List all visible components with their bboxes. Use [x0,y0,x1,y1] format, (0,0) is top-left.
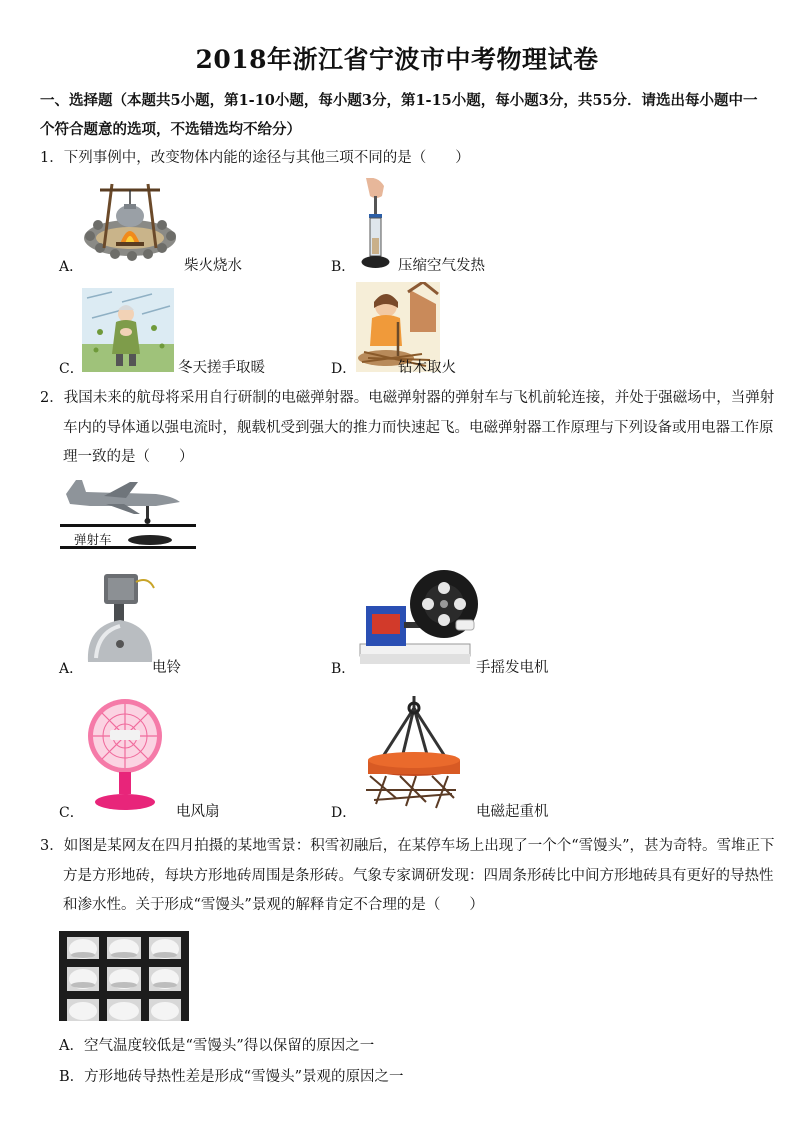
text-option-a [59,1034,374,1055]
campfire-kettle-image [80,178,180,268]
option-text-b: 压缩空气发热 [398,258,485,274]
option-letter-b: B． [331,661,356,677]
option-letter-b: B． [59,1069,85,1085]
option-text-b: 手摇发电机 [476,660,549,676]
snow-buns-photo [59,931,189,1021]
option-text-d: 钻木取火 [398,360,456,376]
option-letter-a: A． [59,1038,84,1054]
option-letter-a: A． [59,259,84,275]
question-3-stem [40,832,781,921]
catapult-diagram [60,476,198,552]
catapult-car-label: 弹射车 [74,532,112,547]
hand-crank-generator-image [356,566,484,670]
option-text-d: 电磁起重机 [476,804,549,820]
question-1-stem [40,144,758,174]
question-number: 1． [40,150,64,166]
electric-bell-image [84,572,156,668]
question-text: 如图是某网友在四月拍摄的某地雪景：积雪初融后，在某停车场上出现了一个个“雪馒头”，甚为奇特。雪堆正下方是方形地砖，每块方形地砖周围是条形砖。气象专家调研发现：四周条形砖比中间方形地砖具有更好的导热性和渗水性。关于形成“雪馒头”景观的解释肯定不合理的是（ ） [63,838,775,913]
option-letter-d: D． [331,361,357,377]
option-letter-c: C． [59,361,84,377]
page-title: 2018年浙江省宁波市中考物理试卷 [195,45,599,74]
electric-fan-image [86,694,164,814]
question-number: 2． [40,390,64,406]
option-letter-b: B． [331,259,356,275]
option-text-a: 电铃 [152,660,181,676]
electromagnetic-crane-image [356,694,474,818]
text-option-b [59,1065,403,1086]
option-text-c: 电风扇 [176,804,220,820]
air-compression-syringe-image [358,178,394,270]
question-2-stem [40,384,781,473]
rubbing-hands-image [82,288,174,372]
option-letter-d: D． [331,805,357,821]
option-text-c: 冬天搓手取暖 [178,360,265,376]
question-text: 我国未来的航母将采用自行研制的电磁弹射器。电磁弹射器的弹射车与飞机前轮连接，并处于强磁场中，当弹射车内的导体通以强电流时，舰载机受到强大的推力而快速起飞。电磁弹射器工作原理与下列设备或用电器工作原理一致的是（ ） [63,390,775,465]
option-text-a: 空气温度较低是“雪馒头”得以保留的原因之一 [83,1038,375,1054]
section-heading: 一、选择题（本题共5小题，第1-10小题，每小题3分，第1-15小题，每小题3分，共55分．请选出每小题中一个符合题意的选项，不选错选均不给分） [40,92,758,138]
option-letter-a: A． [59,661,84,677]
question-text: 下列事例中，改变物体内能的途径与其他三项不同的是（ ） [63,150,470,166]
option-letter-c: C． [59,805,84,821]
question-number: 3． [40,838,64,854]
option-text-b: 方形地砖导热性差是形成“雪馒头”景观的原因之一 [84,1069,404,1085]
option-text-a: 柴火烧水 [184,258,242,274]
